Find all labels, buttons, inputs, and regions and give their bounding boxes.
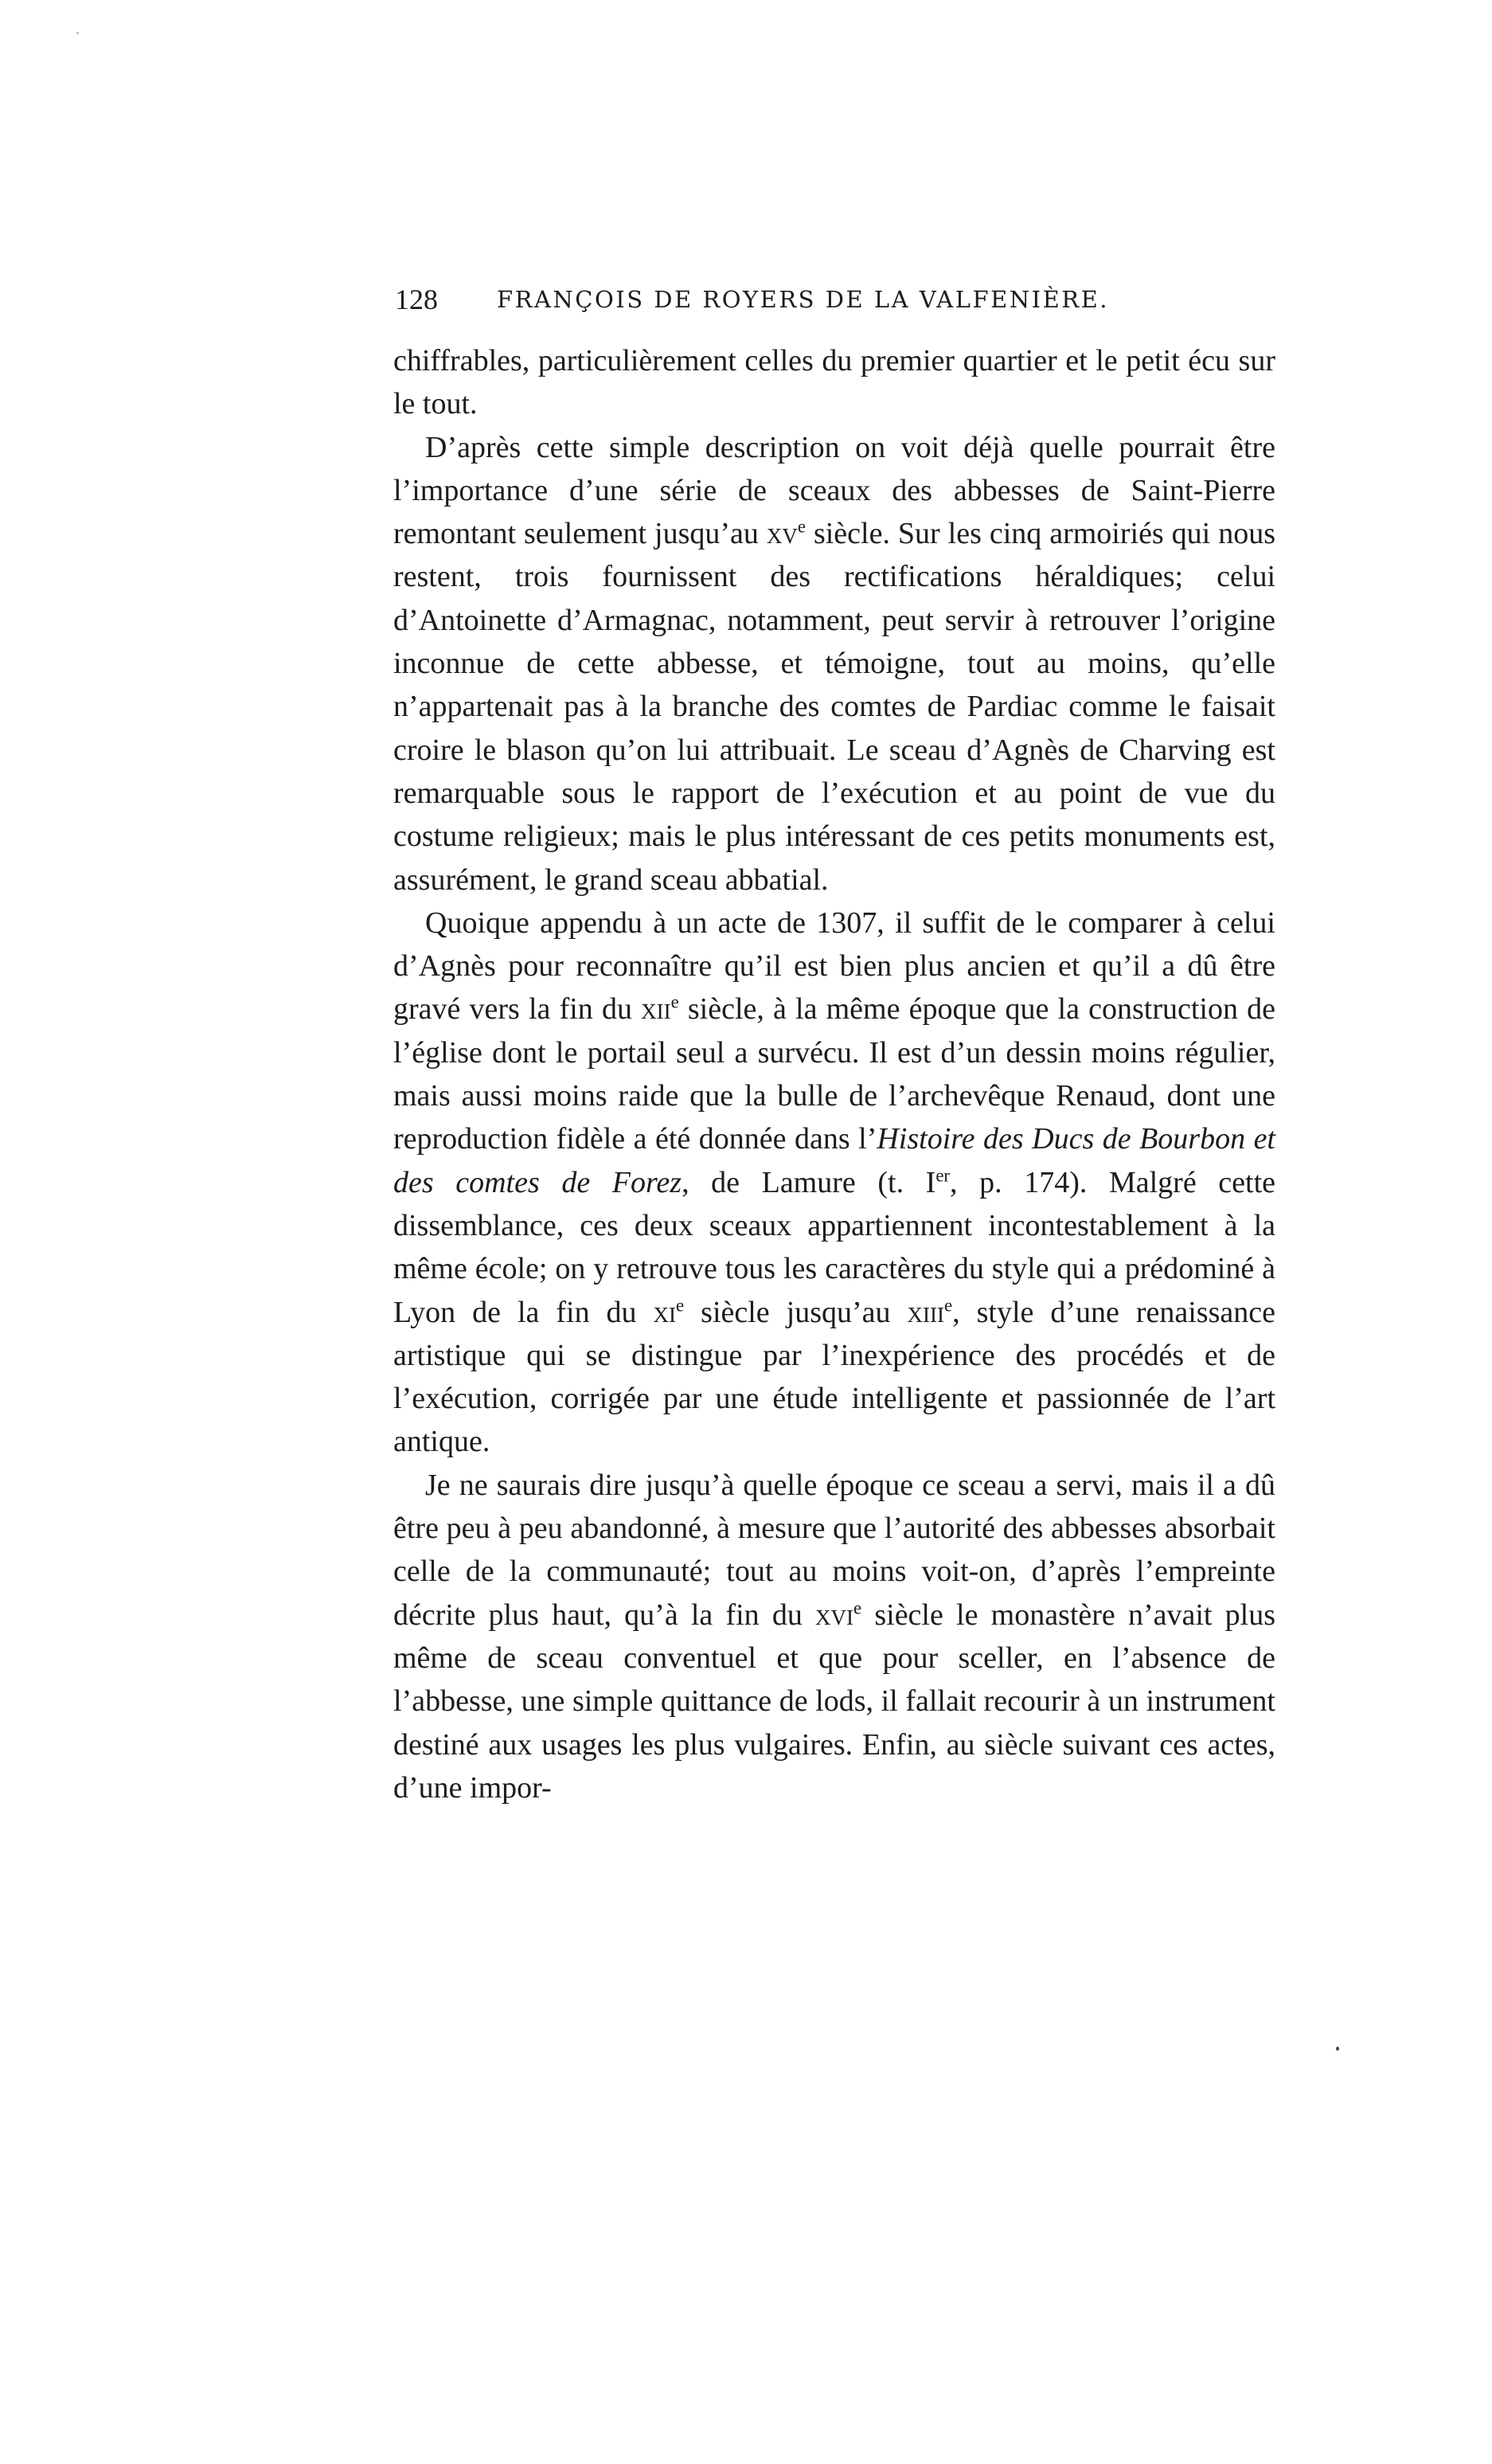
- century-numeral: xii: [641, 992, 671, 1027]
- paragraph-3-text-a: Quoique appendu à un acte de 1307, il suffit de le comparer à celui d’Agnès pour reconnaître qu’il est bien plus ancien et qu’il a dû être gravé vers la fin du: [393, 905, 1275, 1027]
- paragraph-2-text-a: D’après cette simple description on voit déjà quelle pourrait être l’importance d’une série de sceaux des abbesses de Saint-Pierre remontant seulement jusqu’au: [393, 430, 1275, 551]
- paragraph-1: [393, 339, 1275, 426]
- paragraph-4: [393, 1464, 1275, 1809]
- ordinal-superscript: e: [853, 1597, 862, 1617]
- ordinal-superscript: e: [797, 516, 806, 537]
- ordinal-superscript: e: [943, 1294, 953, 1315]
- paragraph-3-text-c: , de Lamure (t. I: [682, 1165, 936, 1199]
- paragraph-4-text-a: Je ne saurais dire jusqu’à quelle époque ce sceau a servi, mais il a dû être peu à peu abandonné, à mesure que l’autorité des abbesses absorbait celle de la communauté; tout au moins voit-on, d’après l’empreinte décrite plus haut, qu’à la fin du: [393, 1468, 1275, 1632]
- century-numeral: xvi: [815, 1598, 854, 1632]
- paragraph-3-text-b: siècle, à la même époque que la construction de l’église dont le portail seul a survécu. Il est d’un dessin moins régulier, mais aussi moins raide que la bulle de l’archevêque Renaud, dont une reproduction fidèle a été donnée dans l’: [393, 992, 1275, 1156]
- running-title: FRANÇOIS DE ROYERS DE LA VALFENIÈRE.: [497, 286, 1110, 313]
- paragraph-3-text-e: siècle jusqu’au: [684, 1295, 908, 1329]
- paragraph-2-text-b: siècle. Sur les cinq armoiriés qui nous restent, trois fournissent des rectifications héraldiques; celui d’Antoinette d’Armagnac, notamment, peut servir à retrouver l’origine inconnue de cette abbesse, et témoigne, tout au moins, qu’elle n’appartenait pas à la branche des comtes de Pardiac comme le faisait croire le blason qu’on lui attribuait. Le sceau d’Agnès de Charving est remarquable sous le rapport de l’exécution et au point de vue du costume religieux; mais le plus intéressant de ces petits monuments est, assurément, le grand sceau abbatial.: [393, 517, 1275, 897]
- book-title-italic: Histoire des Ducs de Bourbon et des comtes de Forez: [393, 1122, 1275, 1199]
- ordinal-superscript: e: [676, 1294, 685, 1315]
- century-numeral: xi: [653, 1295, 677, 1329]
- running-head: [395, 280, 1274, 319]
- paragraph-3-text-d: , p. 174). Malgré cette dissemblance, ces deux sceaux appartiennent incontestablement à la même école; on y retrouve tous les caractères du style qui a prédominé à Lyon de la fin du: [393, 1165, 1275, 1329]
- page-number: 128: [395, 284, 438, 315]
- paper-speck: [76, 32, 79, 34]
- century-numeral: xv: [766, 517, 798, 551]
- paragraph-3-text-f: , style d’une renaissance artistique qui se distingue par l’inexpérience des procédés et de l’exécution, corrigée par une étude intelligente et passionnée de l’art antique.: [393, 1295, 1275, 1459]
- paragraph-2: [393, 426, 1275, 902]
- paper-speck: [1336, 2047, 1339, 2051]
- ordinal-superscript: e: [670, 991, 679, 1012]
- century-numeral: xiii: [907, 1295, 944, 1329]
- body-text: [393, 339, 1275, 1809]
- ordinal-superscript: er: [935, 1164, 951, 1185]
- paragraph-3: [393, 902, 1275, 1464]
- paragraph-1-text: chiffrables, particulièrement celles du premier quartier et le petit écu sur le tout.: [393, 344, 1275, 421]
- paragraph-4-text-b: siècle le monastère n’avait plus même de sceau conventuel et que pour sceller, en l’absence de l’abbesse, une simple quittance de lods, il fallait recourir à un instrument destiné aux usages les plus vulgaires. Enfin, au siècle suivant ces actes, d’une impor-: [393, 1598, 1275, 1805]
